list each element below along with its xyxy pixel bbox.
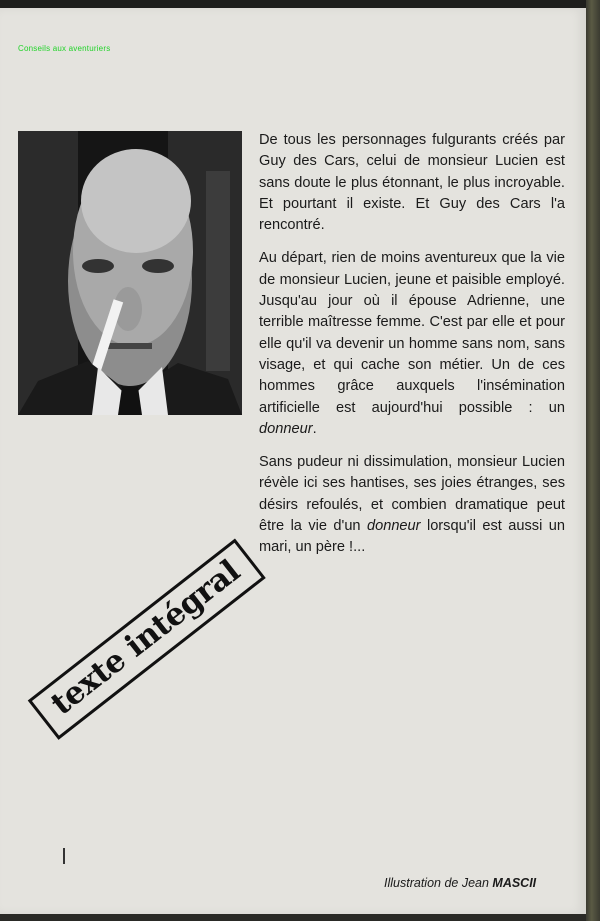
author-portrait-image: [18, 131, 242, 415]
mark: [63, 848, 65, 864]
credit-prefix: Illustration de Jean: [384, 876, 493, 890]
blurb-paragraph-2: [259, 248, 565, 440]
blurb-p2-text: Au départ, rien de moins aventureux que la vie de monsieur Lucien, jeune et paisible employé. Jusqu'au jour où il épouse Adrienne, une terrible maîtresse femme. C'est par elle et pour elle qu'il va devenir un homme sans nom, sans visage, et qui cache son métier. Un de ces hommes grâce auxquels l'insémination artificielle est aujourd'hui possible : un: [259, 250, 565, 416]
blurb-p2-emphasis: donneur: [259, 420, 313, 437]
blurb-p3-text: Sans pudeur ni dissimulation, monsieur Lucien révèle ici ses hantises, ses joies étranges, ses désirs refoulés, et combien dramatique peut être la vie d'un: [259, 454, 565, 535]
cover-edge: [586, 0, 600, 921]
blurb-p3-end: lorsqu'il est aussi un mari, un père !...: [259, 518, 565, 556]
watermark: Conseils aux aventuriers: [18, 44, 111, 53]
illustration-credit: [384, 876, 536, 890]
blurb-p3-emphasis: donneur: [366, 518, 421, 535]
credit-name: MASCII: [492, 876, 537, 890]
author-photo: [18, 131, 242, 415]
blurb-p2-end: .: [312, 420, 317, 437]
blurb-paragraph-3: [259, 452, 565, 558]
blurb-paragraph-1: De tous les personnages fulgurants créés par Guy des Cars, celui de monsieur Lucien est sans doute le plus étonnant, le plus incroyable. Et pourtant il existe. Et Guy des Cars l'a rencontré.: [259, 132, 565, 234]
blurb: [259, 130, 565, 571]
top-edge: [0, 0, 600, 8]
texte-integral-stamp: texte intégral: [28, 539, 266, 740]
